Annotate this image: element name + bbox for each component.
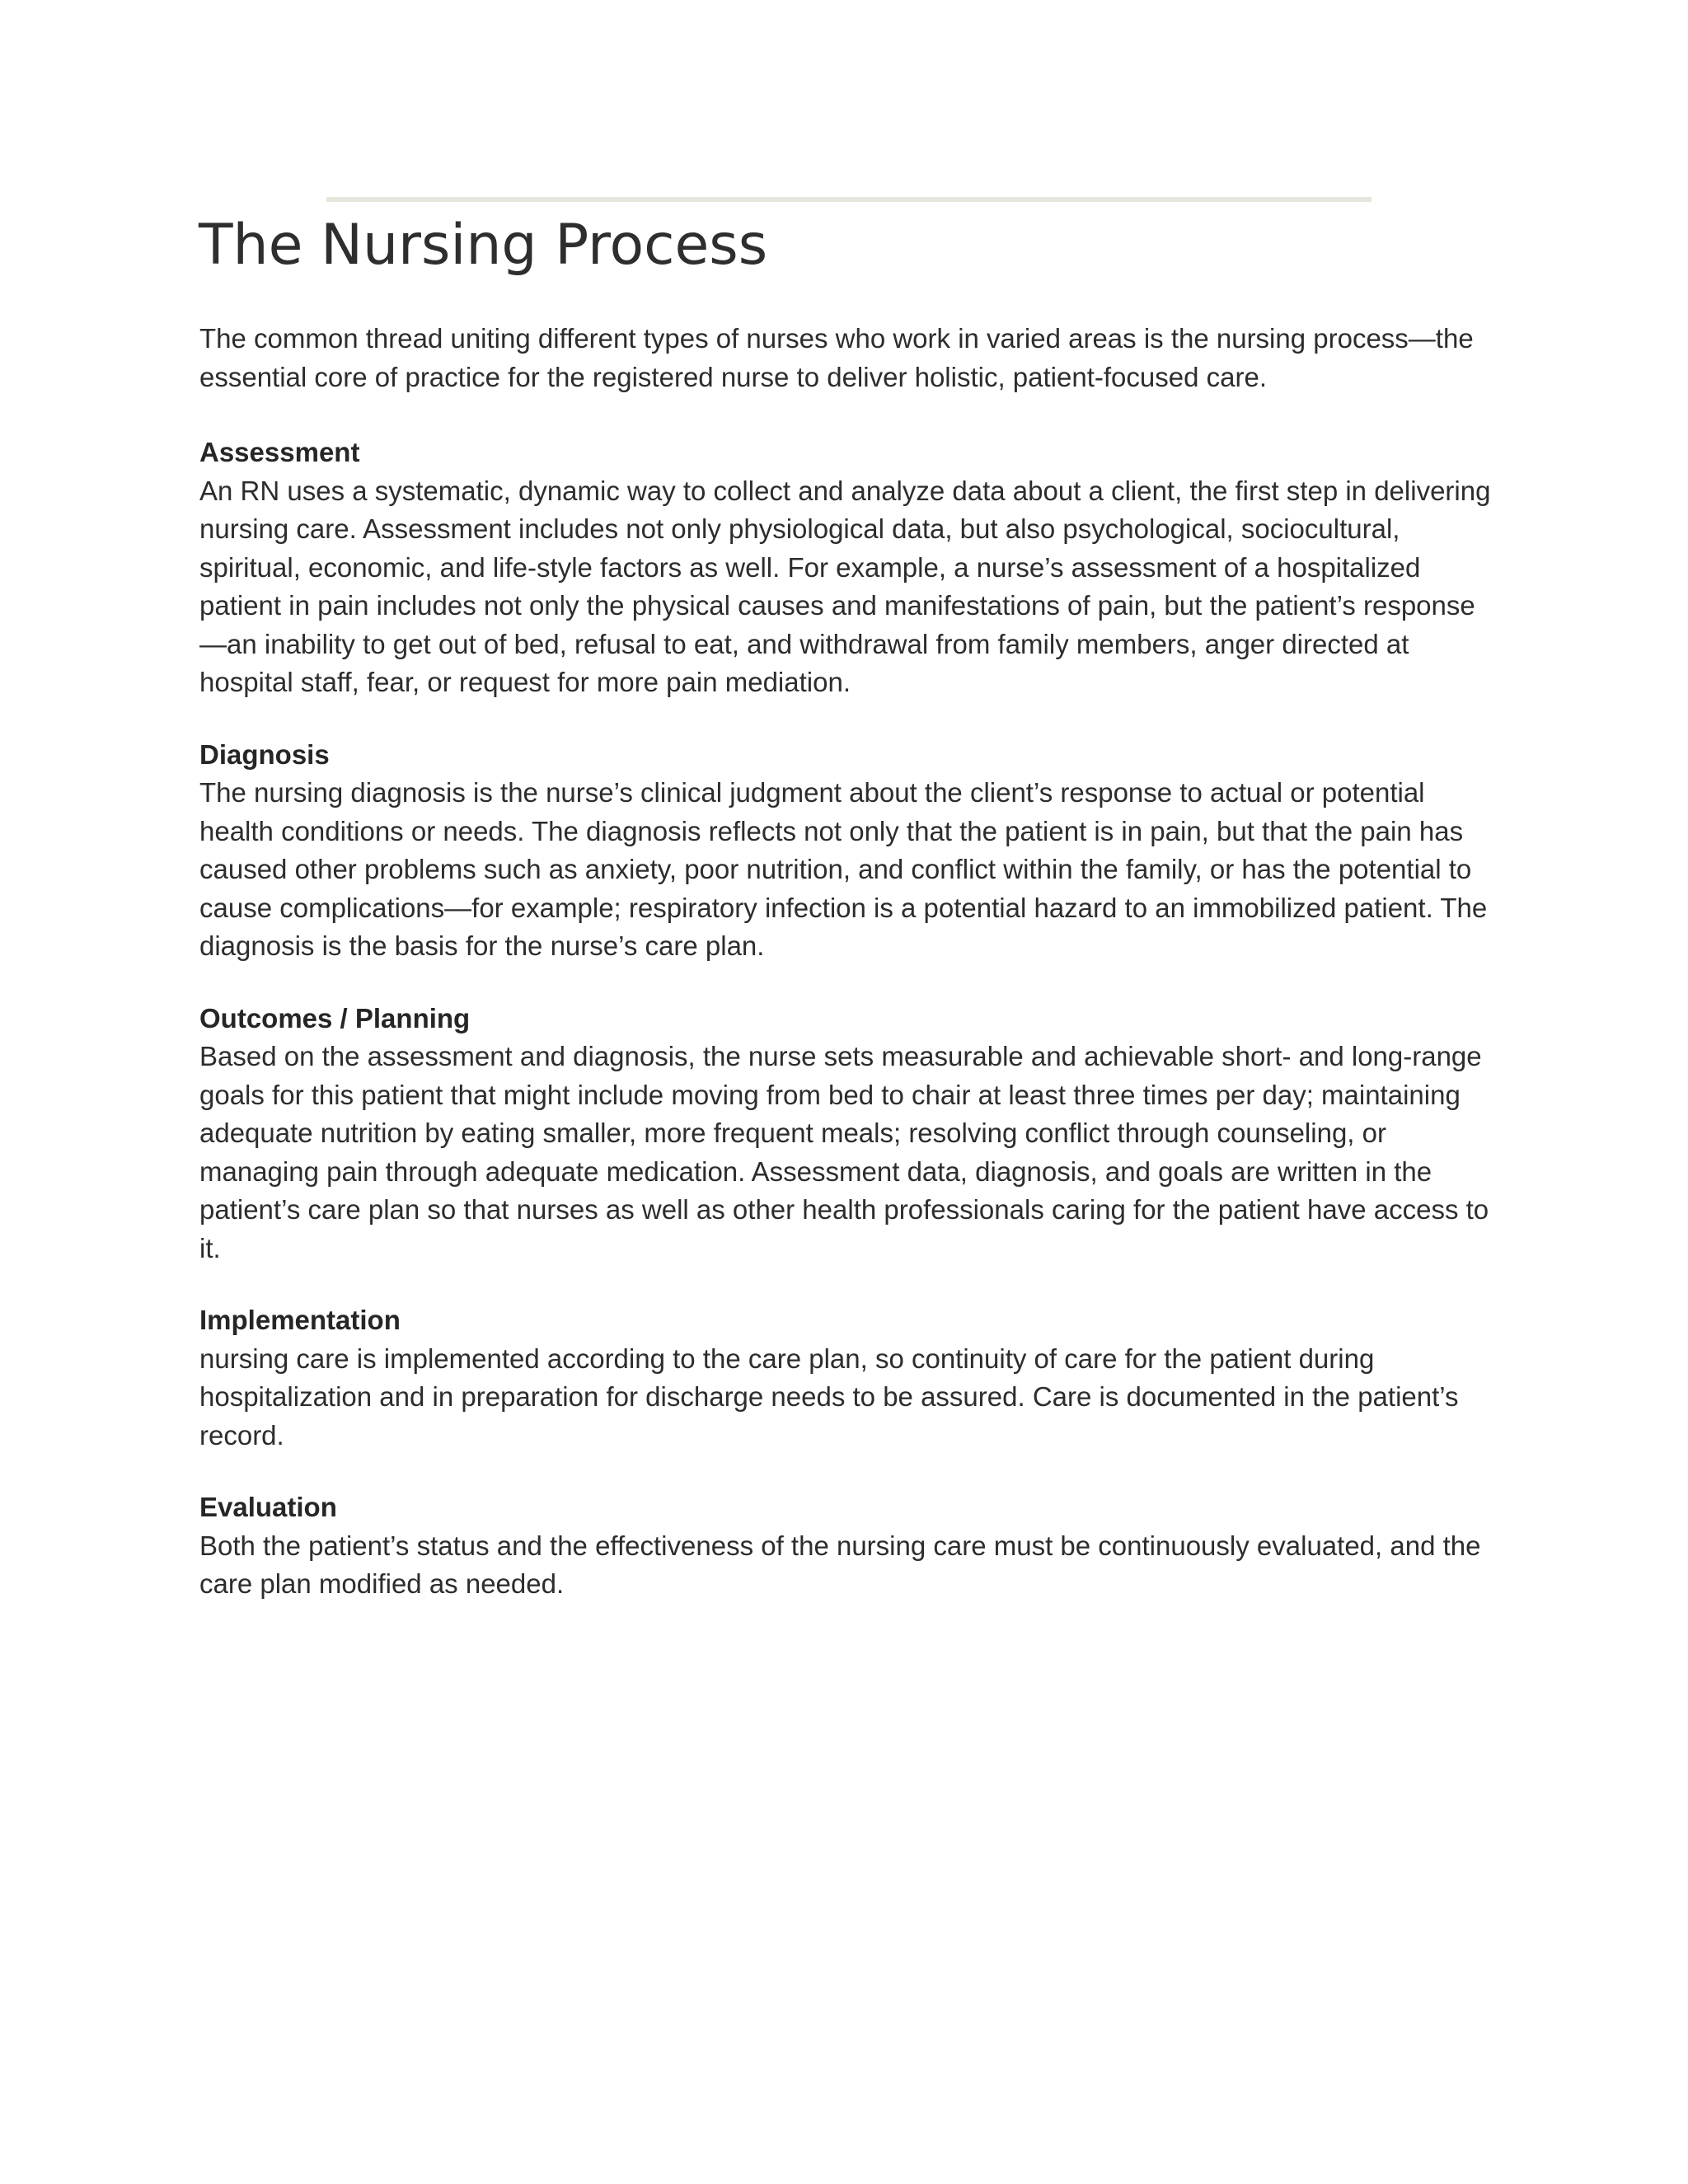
page-title: The Nursing Process <box>199 213 768 278</box>
section-outcomes-planning <box>199 1000 1502 1268</box>
section-heading: Assessment <box>199 437 360 467</box>
section-text: An RN uses a systematic, dynamic way to collect and analyze data about a client, the first step in delivering nursing care. Assessment includes not only physiological data, but also psychological, sociocultural, spiritual, economic, and life-style factors as well. For example, a nurse’s assessment of a hospitalized patient in pain includes not only the physical causes and manifestations of pain, but the patient’s response—an inability to get out of bed, refusal to eat, and withdrawal from family members, anger directed at hospital staff, fear, or request for more pain mediation. <box>199 475 1491 697</box>
section-heading: Outcomes / Planning <box>199 1002 471 1033</box>
intro-paragraph: The common thread uniting different types of nurses who work in varied areas is the nursing process—the essential core of practice for the registered nurse to deliver holistic, patient-focused care. <box>199 323 1474 392</box>
section-text: The nursing diagnosis is the nurse’s clinical judgment about the client’s response to actual or potential health conditions or needs. The diagnosis reflects not only that the patient is in pain, but that the pain has caused other problems such as anxiety, poor nutrition, and conflict within the family, or has the potential to cause complications—for example; respiratory infection is a potential hazard to an immobilized patient. The diagnosis is the basis for the nurse’s care plan. <box>199 777 1488 961</box>
section-evaluation <box>199 1488 1502 1604</box>
document-body <box>199 320 1502 1638</box>
section-text: Based on the assessment and diagnosis, the nurse sets measurable and achievable short- and long-range goals for this patient that might include moving from bed to chair at least three times per day; maintaining adequate nutrition by eating smaller, more frequent meals; resolving conflict through counseling, or managing pain through adequate medication. Assessment data, diagnosis, and goals are written in the patient’s care plan so that nurses as well as other health professionals caring for the patient have access to it. <box>199 1041 1489 1263</box>
section-implementation <box>199 1301 1502 1455</box>
section-diagnosis <box>199 736 1502 966</box>
section-text: Both the patient’s status and the effectiveness of the nursing care must be continuously evaluated, and the care plan modified as needed. <box>199 1530 1481 1599</box>
section-text: nursing care is implemented according to the care plan, so continuity of care for the patient during hospitalization and in preparation for discharge needs to be assured. Care is documented in the patient’s record. <box>199 1343 1459 1451</box>
section-assessment <box>199 434 1502 702</box>
section-heading: Diagnosis <box>199 738 330 770</box>
section-heading: Evaluation <box>199 1492 337 1522</box>
section-heading: Implementation <box>199 1305 401 1335</box>
title-divider <box>326 197 1372 202</box>
